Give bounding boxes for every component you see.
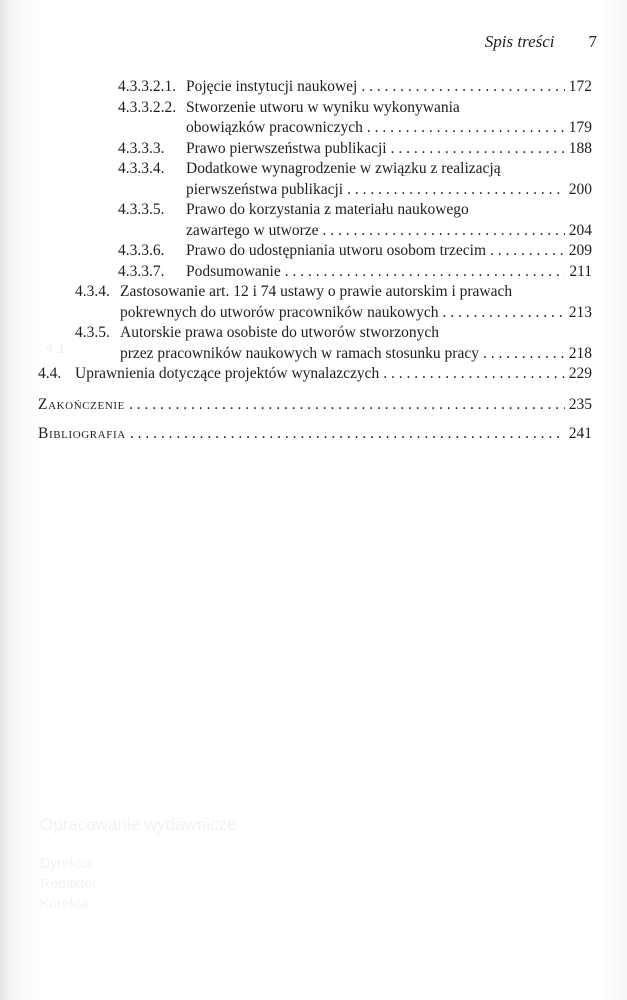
toc-entry-title-cont: przez pracowników naukowych w ramach stosunku pracy (120, 344, 479, 362)
toc-entry (118, 98, 592, 139)
toc-leader-dots (347, 180, 565, 201)
toc-entry-number: 4.3.3.4. (118, 160, 165, 177)
toc-entry (118, 200, 592, 241)
toc-entry-title: Stworzenie utworu w wyniku wykonywania (186, 98, 460, 116)
toc-leader-dots (483, 344, 565, 365)
toc-entry-title: Podsumowanie (186, 262, 281, 280)
toc-entry-number: 4.3.3.3. (118, 139, 165, 157)
running-header (485, 32, 597, 52)
toc-entry-page: 211 (569, 262, 592, 280)
toc-entry (118, 77, 592, 98)
toc-entry (118, 159, 592, 200)
toc-leader-dots (391, 139, 565, 160)
toc-entry-number: 4.3.4. (75, 283, 110, 300)
toc-entry-title: Dodatkowe wynagrodzenie w związku z realizacją (186, 160, 501, 177)
toc-entry-page: 204 (568, 221, 592, 239)
toc-entry (38, 424, 592, 445)
toc-entry-page: 209 (568, 242, 592, 259)
bleed-through-text: Redaktor (40, 875, 97, 891)
toc-entry-title: Uprawnienia dotyczące projektów wynalazczych (75, 365, 380, 382)
toc-entry (118, 262, 592, 283)
toc-entry-title-cont: pierwszeństwa publikacji (186, 180, 344, 198)
toc-entry-title-cont: pokrewnych do utworów pracowników naukowych (120, 303, 439, 321)
toc-entry-title: Prawo pierwszeństwa publikacji (186, 139, 387, 157)
toc-entry-title: Prawo do korzystania z materiału naukowego (186, 201, 469, 218)
toc-leader-dots (490, 241, 565, 262)
toc-entry-number: 4.3.3.6. (118, 242, 165, 259)
toc-leader-dots (130, 424, 565, 445)
toc-entry-page: 179 (568, 119, 592, 136)
toc-leader-dots (323, 221, 565, 242)
toc-entry-title: Autorskie prawa osobiste do utworów stworzonych (120, 324, 439, 341)
toc-entry-title-cont: zawartego w utworze (186, 221, 319, 239)
toc-entry (38, 364, 592, 385)
toc-section-title: Zakończenie (38, 396, 125, 413)
toc-entry-page: 213 (568, 303, 592, 321)
toc-entry-page: 229 (568, 365, 592, 382)
bleed-through-text: Korekta (40, 895, 89, 911)
toc-leader-dots (383, 364, 564, 385)
toc-entry-page: 188 (568, 139, 592, 157)
bleed-through-text: Opracowanie wydawnicze (40, 815, 237, 834)
toc-entry (118, 241, 592, 262)
toc-entry-page: 200 (568, 180, 592, 198)
bleed-through-text: Dyrektor (40, 855, 93, 871)
toc-section-title: Bibliografia (38, 425, 126, 442)
toc-entry-page: 235 (568, 396, 592, 413)
toc-entry (75, 323, 592, 364)
running-title: Spis treści (484, 32, 555, 51)
bleed-through-text: 4.1 (45, 340, 66, 357)
toc-entry-page: 172 (568, 78, 592, 95)
toc-leader-dots (129, 395, 565, 416)
toc-entry-number: 4.3.3.2.2. (118, 98, 177, 116)
toc-entry-title: Zastosowanie art. 12 i 74 ustawy o prawie autorskim i prawach (120, 283, 513, 300)
toc-entry-number: 4.4. (38, 365, 62, 382)
toc-entry-title: Pojęcie instytucji naukowej (186, 78, 358, 95)
toc-entry (118, 139, 592, 160)
toc-entry-title-cont: obowiązków pracowniczych (186, 119, 363, 136)
toc-entry-number: 4.3.3.5. (118, 201, 165, 218)
toc-entry-number: 4.3.5. (75, 324, 110, 341)
toc-leader-dots (367, 118, 565, 139)
toc-entry-page: 241 (568, 425, 592, 442)
page-number: 7 (588, 32, 597, 51)
toc-entry-number: 4.3.3.2.1. (118, 78, 177, 95)
toc-entry-page: 218 (568, 344, 592, 362)
toc-entry-title: Prawo do udostępniania utworu osobom trzecim (186, 242, 487, 259)
toc-entry (75, 282, 592, 323)
toc-entry (38, 395, 592, 416)
toc-leader-dots (285, 262, 566, 283)
toc-leader-dots (443, 303, 565, 324)
toc-leader-dots (361, 77, 564, 98)
toc-entry-number: 4.3.3.7. (118, 262, 165, 280)
